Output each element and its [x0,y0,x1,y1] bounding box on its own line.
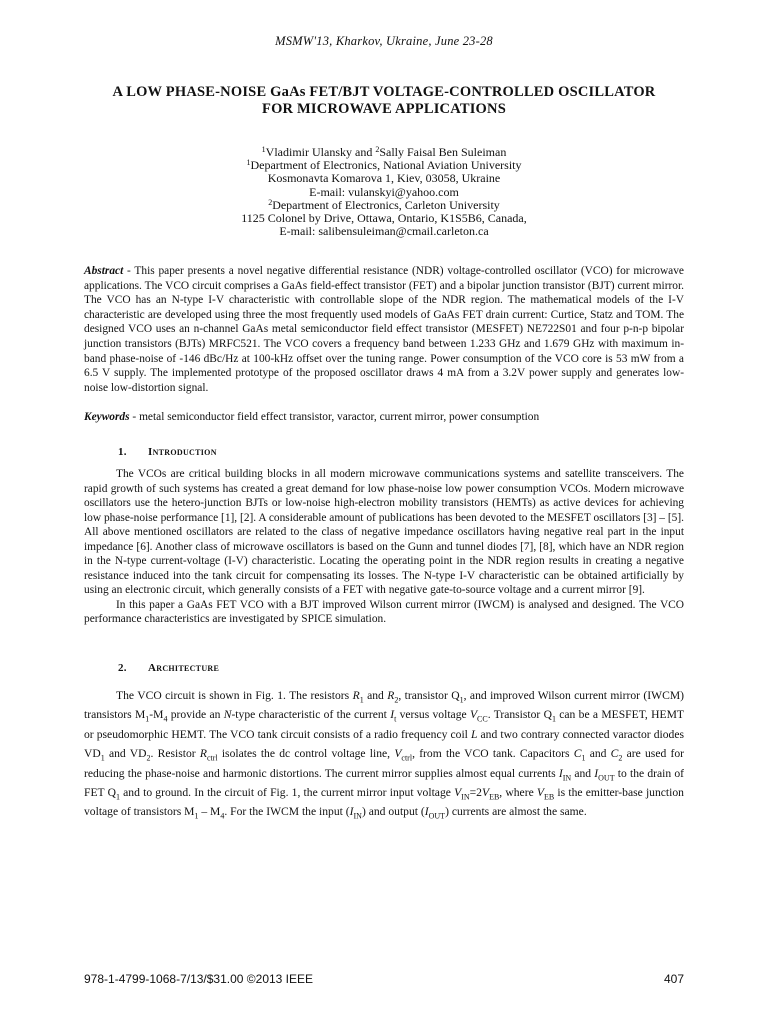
affiliation-1-email: E-mail: vulanskyi@yahoo.com [309,184,459,199]
page-number: 407 [663,972,684,986]
keywords-label: Keywords [84,411,130,423]
keywords-text: - metal semiconductor field effect transistor, varactor, current mirror, power consumption [129,411,540,423]
affiliation-1: $^1$Department of Electronics, National Aviation University [246,158,522,173]
section-heading-architecture: 2. Architecture [118,662,220,674]
affiliation-2-email: E-mail: salibensuleiman@cmail.carleton.ca [279,224,489,239]
section-heading-introduction: 1. Introduction [118,446,217,458]
abstract [84,264,684,395]
abstract-label: Abstract [84,265,124,277]
title-line-1: A LOW PHASE-NOISE GaAs FET/BJT VOLTAGE-CONTROLLED OSCILLATOR [112,84,656,100]
conference-header: MSMW'13, Kharkov, Ukraine, June 23-28 [275,34,493,48]
paragraph: The VCOs are critical building blocks in all modern microwave communications systems and satellite transceivers. The rapid growth of such systems has created a great demand for low phase-noise low power consumption VCOs. Modern microwave oscillators use the hetero-junction BJTs or low-noise high-electron mobility transistors (HEMTs) as active devices for achieving low phase-noise performance [1], [2]. A considerable amount of publications has been devoted to the MESFET oscillators [3] – [5]. All above mentioned oscillators are related to the class of negative impedance oscillators having negative real part in the input impedance [6]. Another class of microwave oscillators is based on the Gunn and tunnel diodes [7], [8], which have an NDR region in the N-type current-voltage (I-V) characteristic. Locating the operating point in the NDR region results in creating a negative resistance induced into the tank circuit for compensating its losses. The N-type I-V characteristic can be obtained artificially by using an electronic circuit, which generally consists of a FET with negative gate-to-source voltage and a current mirror [9]. [84,468,684,596]
title-line-2: FOR MICROWAVE APPLICATIONS [262,101,506,117]
footer-copyright: 978-1-4799-1068-7/13/$31.00 ©2013 IEEE [84,972,314,986]
keywords [84,410,684,424]
paragraph: The VCO circuit is shown in Fig. 1. The resistors $R_1$ and $R_2$, transistor $Q_1$, and improved Wilson current mirror (IWCM) transistors $M_1-M_4$ provide an N-type characteristic of the current $I_t$ versus voltage $V_{CC}$. Transistor $Q_1$ can be a MESFET, HEMT or pseudomorphic HEMT. The VCO tank circuit consists of a radio frequency coil L and two contrary connected varactor diodes $VD_1$ and $VD_2$. Resistor $R_{ctrl}$ isolates the dc control voltage line, $V_{ctrl}$, from the VCO tank. Capacitors $C_1$ and $C_2$ are used for reducing the phase-noise and harmonic distortions. The current mirror supplies almost equal currents $I_{IN}$ and $I_{OUT}$ to the drain of FET $Q_1$ and to ground. In the circuit of Fig. 1, the current mirror input voltage $V_{IN}=2V_{EB}$, where $V_{EB}$ is the emitter-base junction voltage of transistors $M_1 - M_4$. For the IWCM the input $(I_{IN})$ and output $(I_{OUT})$ currents are almost the same. [84,689,685,821]
paper-title [60,84,708,118]
affiliation-2: $^2$Department of Electronics, Carleton University [268,197,500,212]
paragraph: In this paper a GaAs FET VCO with a BJT improved Wilson current mirror (IWCM) is analysed and designed. The VCO performance characteristics are investigated by SPICE simulation. [84,598,684,625]
author-names: $^1$Vladimir Ulansky and $^2$Sally Faisal Ben Suleiman [261,145,507,159]
affiliation-2-address: 1125 Colonel by Drive, Ottawa, Ontario, K1S5B6, Canada, [241,211,527,226]
affiliation-1-address: Kosmonavta Komarova 1, Kiev, 03058, Ukraine [267,171,501,186]
author-block [84,146,684,238]
abstract-text: - This paper presents a novel negative differential resistance (NDR) voltage-controlled oscillator (VCO) for microwave applications. The VCO circuit comprises a GaAs field-effect transistor (FET) and a bipolar junction transistor (BJT) current mirror. The VCO has an N-type I-V characteristic with controllable slope of the NDR region. The mathematical models of the I-V characteristic are developed using three the most frequently used models of GaAs FET drain current: Curtice, Statz and TOM. The designed VCO uses an n-channel GaAs metal semiconductor field effect transistor (MESFET) NE722S01 and four p-n-p bipolar junction transistors (BJTs) MRFC521. The VCO covers a frequency band between 1.233 GHz and 1.679 GHz with maximum in-band phase-noise of -146 dBc/Hz at 100-kHz offset over the tuning range. Power consumption of the VCO core is 53 mW from a 6.5 V supply. The implemented prototype of the proposed oscillator draws 4 mA from a 3.2V power supply and generates low-noise low-distortion signal. [84,265,684,394]
architecture-body [84,686,684,822]
introduction-body [84,467,684,627]
